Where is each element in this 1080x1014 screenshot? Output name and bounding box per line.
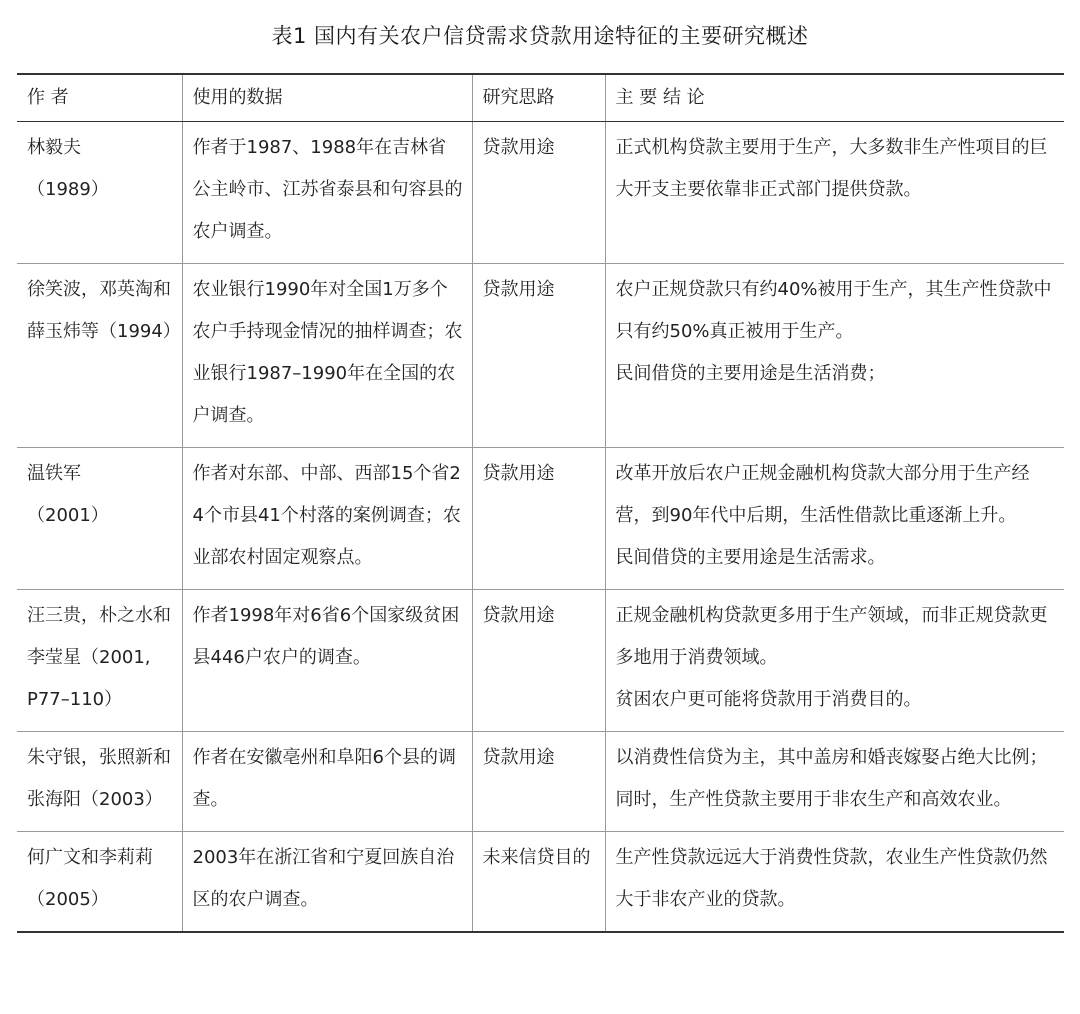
cell-author xyxy=(17,122,182,264)
table-row xyxy=(17,590,1064,732)
cell-approach: 未来信贷目的 xyxy=(472,832,605,933)
author-line: 朱守银，张照新和张海阳（2003） xyxy=(27,747,171,810)
conclusion-paragraph: 正式机构贷款主要用于生产，大多数非生产性项目的巨大开支主要依靠非正式部门提供贷款。 xyxy=(615,137,1048,200)
author-line: 汪三贵，朴之水和李莹星（2001, xyxy=(27,605,171,668)
cell-approach: 贷款用途 xyxy=(472,264,605,448)
conclusion-paragraph: 生产性贷款远远大于消费性贷款，农业生产性贷款仍然大于非农产业的贷款。 xyxy=(615,847,1048,910)
research-summary-table xyxy=(17,73,1064,933)
table-row xyxy=(17,264,1064,448)
cell-approach: 贷款用途 xyxy=(472,448,605,590)
cell-author xyxy=(17,590,182,732)
author-line: 何广文和李莉莉 xyxy=(27,847,153,868)
header-data-used: 使用的数据 xyxy=(182,74,472,122)
author-line: P77–110） xyxy=(27,689,123,710)
author-line: 徐笑波，邓英淘和薛玉炜等（1994） xyxy=(27,279,181,342)
table-caption: 表1 国内有关农户信贷需求贷款用途特征的主要研究概述 xyxy=(271,24,809,48)
cell-data-used: 作者对东部、中部、西部15个省24个市县41个村落的案例调查；农业部农村固定观察点。 xyxy=(182,448,472,590)
cell-author xyxy=(17,448,182,590)
header-conclusions: 主 要 结 论 xyxy=(605,74,1064,122)
conclusion-paragraph: 贫困农户更可能将贷款用于消费目的。 xyxy=(615,689,922,710)
cell-conclusions xyxy=(605,832,1064,933)
conclusion-paragraph: 正规金融机构贷款更多用于生产领域，而非正规贷款更多地用于消费领域。 xyxy=(615,605,1048,668)
conclusion-paragraph: 民间借贷的主要用途是生活需求。 xyxy=(615,547,886,568)
cell-data-used: 农业银行1990年对全国1万多个农户手持现金情况的抽样调查；农业银行1987–1990年在全国的农户调查。 xyxy=(182,264,472,448)
conclusion-paragraph: 以消费性信贷为主，其中盖房和婚丧嫁娶占绝大比例；同时，生产性贷款主要用于非农生产和高效农业。 xyxy=(615,747,1048,810)
cell-conclusions xyxy=(605,264,1064,448)
header-author: 作 者 xyxy=(17,74,182,122)
author-line: （2001） xyxy=(27,505,109,526)
cell-data-used: 作者于1987、1988年在吉林省公主岭市、江苏省泰县和句容县的农户调查。 xyxy=(182,122,472,264)
table-header-row xyxy=(17,74,1064,122)
cell-conclusions xyxy=(605,732,1064,832)
table-row xyxy=(17,122,1064,264)
cell-approach: 贷款用途 xyxy=(472,590,605,732)
author-line: 林毅夫 xyxy=(27,137,81,158)
conclusion-paragraph: 民间借贷的主要用途是生活消费； xyxy=(615,363,886,384)
cell-data-used: 作者1998年对6省6个国家级贫困县446户农户的调查。 xyxy=(182,590,472,732)
table-row xyxy=(17,448,1064,590)
cell-approach: 贷款用途 xyxy=(472,122,605,264)
cell-approach: 贷款用途 xyxy=(472,732,605,832)
table-row xyxy=(17,832,1064,933)
author-line: （1989） xyxy=(27,179,109,200)
cell-author xyxy=(17,832,182,933)
cell-data-used: 2003年在浙江省和宁夏回族自治区的农户调查。 xyxy=(182,832,472,933)
author-line: 温铁军 xyxy=(27,463,81,484)
table-row xyxy=(17,732,1064,832)
cell-conclusions xyxy=(605,448,1064,590)
author-line: （2005） xyxy=(27,889,109,910)
cell-author xyxy=(17,732,182,832)
cell-author xyxy=(17,264,182,448)
conclusion-paragraph: 改革开放后农户正规金融机构贷款大部分用于生产经营，到90年代中后期，生活性借款比重逐渐上升。 xyxy=(615,463,1030,526)
cell-conclusions xyxy=(605,590,1064,732)
cell-data-used: 作者在安徽亳州和阜阳6个县的调查。 xyxy=(182,732,472,832)
conclusion-paragraph: 农户正规贷款只有约40%被用于生产，其生产性贷款中只有约50%真正被用于生产。 xyxy=(615,279,1052,342)
cell-conclusions xyxy=(605,122,1064,264)
table-body xyxy=(17,122,1064,933)
header-approach: 研究思路 xyxy=(472,74,605,122)
